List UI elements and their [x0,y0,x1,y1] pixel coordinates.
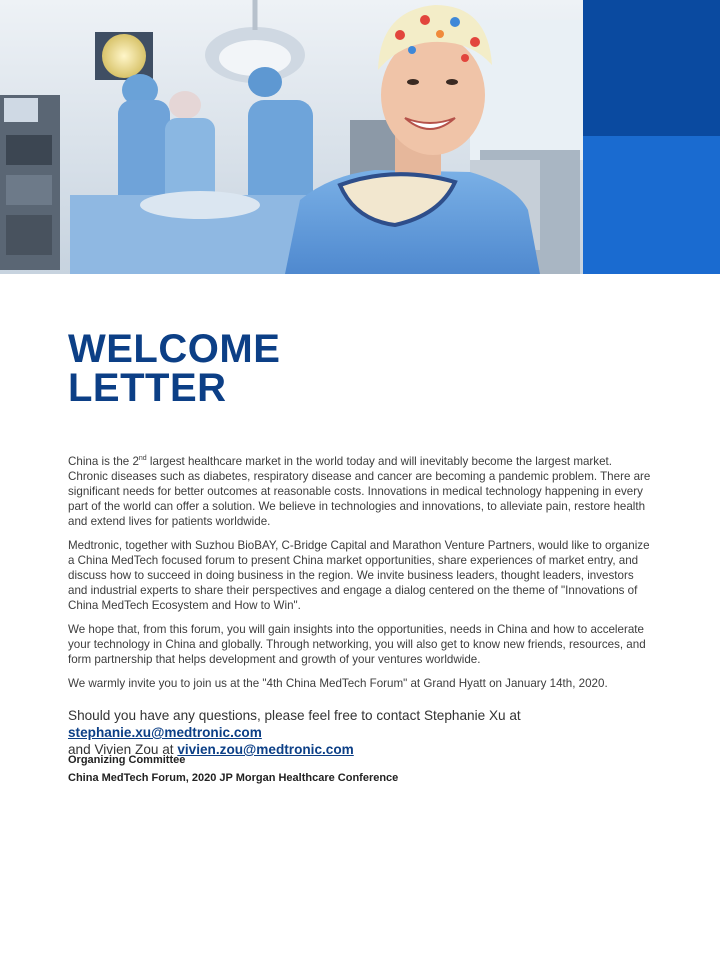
contact-info [68,707,668,758]
paragraph-2: Medtronic, together with Suzhou BioBAY, C-Bridge Capital and Marathon Venture Partners, would like to organize a China MedTech focused forum to present China market opportunities, share experiences of market entry, and discuss how to succeed in doing business in the region. We invite business leaders, thought leaders, investors and industrial experts to share their perspectives and engage a dialog centered on the theme of "Innovations of China MedTech Ecosystem and How to Win". [68,539,650,612]
paragraph-4: We warmly invite you to join us at the "4th China MedTech Forum" at Grand Hyatt on January 14th, 2020. [68,677,608,690]
page-title-line2: LETTER [68,366,227,410]
signature-line-1: Organizing Committee [68,754,186,766]
paragraph-1-text: largest healthcare market in the world today and will inevitably become the largest market. Chronic diseases such as diabetes, respiratory disease and cancer are becoming a pandemic problem. There are significant needs for better outcomes at reasonable costs. Innovations in medical technology happening in every part of the world can offer a solution. We believe in technologies and innovations, to alleviate pain, restore health and extend lives for patients worldwide. [68,455,651,528]
signature-line-2: China MedTech Forum, 2020 JP Morgan Healthcare Conference [68,771,399,784]
page-title-line1: WELCOME [68,327,281,371]
paragraph-1 [68,454,654,529]
signature-block [68,752,398,787]
brand-block-light [583,136,720,274]
email-link-vivien[interactable]: vivien.zou@medtronic.com [177,742,354,757]
contact-text-1: Should you have any questions, please feel free to contact Stephanie Xu at [68,708,521,723]
paragraph-1-lead: China is the 2 [68,455,139,468]
surgeon-photo [0,0,583,274]
page-title [68,327,281,410]
brand-block-dark [583,0,720,136]
ordinal-suffix: nd [138,455,147,463]
email-link-stephanie[interactable]: stephanie.xu@medtronic.com [68,725,262,740]
paragraph-3: We hope that, from this forum, you will gain insights into the opportunities, needs in China and how to accelerate your technology in China and globally. Through networking, you will also get to know new friends, resources, and form partnership that helps development and growth of your ventures worldwide. [68,623,646,666]
contact-text-2: and Vivien Zou at [68,742,178,757]
letter-body [68,454,654,700]
hero-banner [0,0,720,274]
